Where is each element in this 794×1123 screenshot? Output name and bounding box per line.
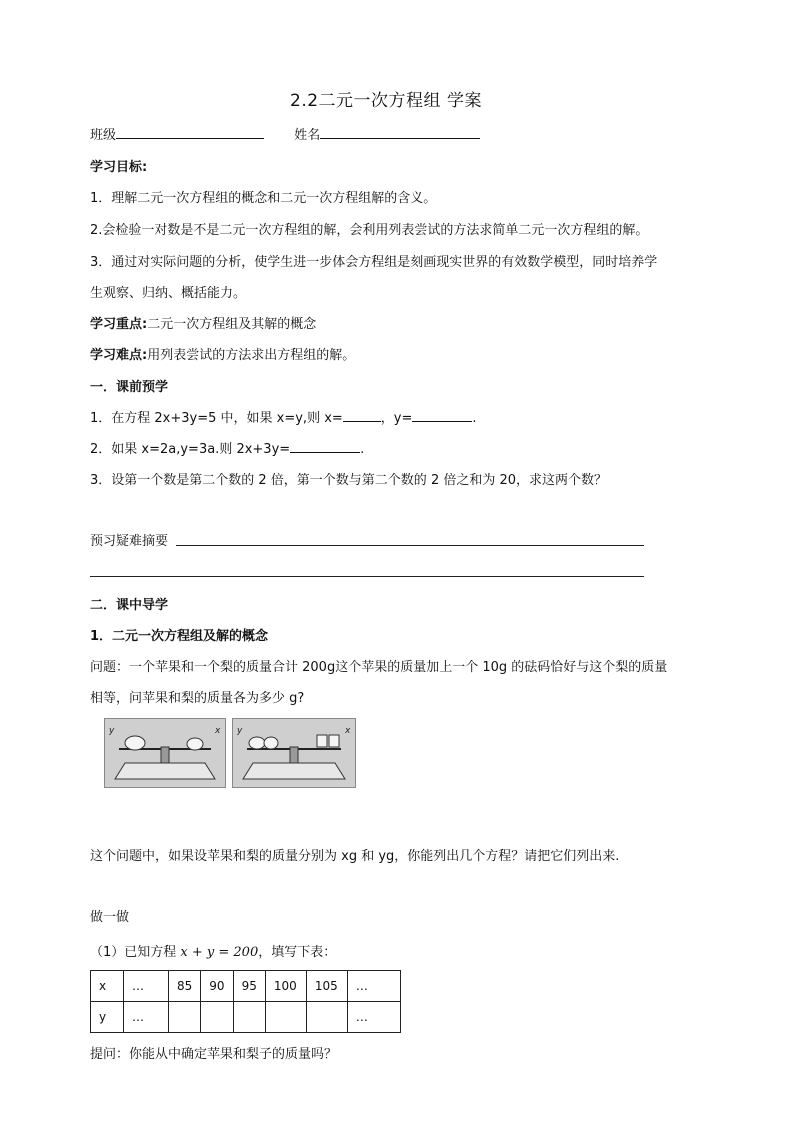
name-label: 姓名 <box>294 128 321 143</box>
task1-text-a: （1）已知方程 <box>90 945 181 960</box>
page-title: 2.2二元一次方程组 学案 <box>290 91 482 111</box>
q1-text-a: 1．在方程 2x+3y=5 中，如果 x=y,则 x= <box>90 411 343 426</box>
table-cell: x <box>91 971 124 1002</box>
objective-item-1: 1．理解二元一次方程组的概念和二元一次方程组解的含义。 <box>90 191 437 206</box>
table-cell: … <box>124 971 169 1002</box>
objectives-heading: 学习目标: <box>90 160 148 175</box>
y-label-2: y <box>237 726 243 736</box>
table-cell-input[interactable] <box>169 1002 201 1033</box>
difficulty-text: 用列表尝试的方法求出方程组的解。 <box>147 348 356 363</box>
prompt-question: 提问：你能从中确定苹果和梨子的质量吗？ <box>90 1047 338 1062</box>
q2-text-a: 2．如果 x=2a,y=3a.则 2x+3y= <box>90 442 291 457</box>
task1-text-b: ，填写下表： <box>258 945 337 960</box>
table-cell-input[interactable] <box>306 1002 347 1033</box>
table-cell: … <box>347 1002 400 1033</box>
section1-heading: 一．课前预学 <box>90 380 169 395</box>
table-cell: 100 <box>265 971 306 1002</box>
difficulty-label: 学习难点: <box>90 348 148 363</box>
table-cell-input[interactable] <box>233 1002 265 1033</box>
task1-equation: x + y = 200 <box>180 945 259 960</box>
difficulty <box>90 344 355 363</box>
table-cell: y <box>91 1002 124 1033</box>
section2-sub1: 1．二元一次方程组及解的概念 <box>90 629 269 644</box>
try-it-label: 做一做 <box>90 910 130 925</box>
table-cell: 105 <box>306 971 347 1002</box>
x-label: x <box>215 726 221 736</box>
table-cell: 85 <box>169 971 201 1002</box>
table-cell-input[interactable] <box>201 1002 233 1033</box>
table-cell: 95 <box>233 971 265 1002</box>
q2-blank[interactable] <box>290 440 360 453</box>
objective-item-3-cont: 生观察、归纳、概括能力。 <box>90 286 247 301</box>
section2-heading: 二．课中导学 <box>90 598 169 613</box>
table-cell: … <box>347 971 400 1002</box>
section1-q2 <box>90 438 364 457</box>
objective-item-3: 3．通过对实际问题的分析，使学生进一步体会方程组是刻画现实世界的有效数学模型，同时培养学 <box>90 255 658 270</box>
task1 <box>90 941 336 960</box>
summary-line-2[interactable] <box>90 576 644 577</box>
summary-line-1[interactable] <box>176 545 644 546</box>
x-label-2: x <box>345 726 351 736</box>
section1-q3: 3．设第一个数是第二个数的 2 倍，第一个数与第二个数的 2 倍之和为 20，求这两个数？ <box>90 473 608 488</box>
equation-question: 这个问题中，如果设苹果和梨的质量分别为 xg 和 yg，你能列出几个方程？请把它们列出来. <box>90 849 620 864</box>
q1-end: . <box>472 411 477 426</box>
balance-scale-illustration-2 <box>233 719 355 787</box>
objective-item-2: 2.会检验一对数是不是二元一次方程组的解，会利用列表尝试的方法求简单二元一次方程组的解。 <box>90 223 649 238</box>
balance-photo-2 <box>232 718 356 788</box>
key-point-label: 学习重点: <box>90 317 148 332</box>
name-blank[interactable] <box>320 126 480 139</box>
key-point <box>90 313 316 332</box>
header-fields <box>90 124 480 143</box>
table-row-x <box>91 971 401 1002</box>
balance-photo-1 <box>104 718 226 788</box>
table-cell: 90 <box>201 971 233 1002</box>
class-blank[interactable] <box>116 126 264 139</box>
key-point-text: 二元一次方程组及其解的概念 <box>147 317 317 332</box>
table-cell-input[interactable] <box>265 1002 306 1033</box>
q1-blank-x[interactable] <box>343 409 381 422</box>
balance-scale-illustration-1 <box>105 719 225 787</box>
q1-text-b: ，y= <box>380 411 413 426</box>
q2-end: . <box>360 442 365 457</box>
value-table <box>90 970 401 1033</box>
problem-line-1: 问题：一个苹果和一个梨的质量合计 200g这个苹果的质量加上一个 10g 的砝码恰好与这个梨的质量 <box>90 660 668 675</box>
summary-label: 预习疑难摘要 <box>90 534 169 549</box>
table-row-y <box>91 1002 401 1033</box>
class-label: 班级 <box>90 128 117 143</box>
section1-q1 <box>90 407 477 426</box>
problem-line-2: 相等，问苹果和梨的质量各为多少 g? <box>90 691 305 706</box>
y-label: y <box>109 726 115 736</box>
q1-blank-y[interactable] <box>412 409 472 422</box>
table-cell: … <box>124 1002 169 1033</box>
